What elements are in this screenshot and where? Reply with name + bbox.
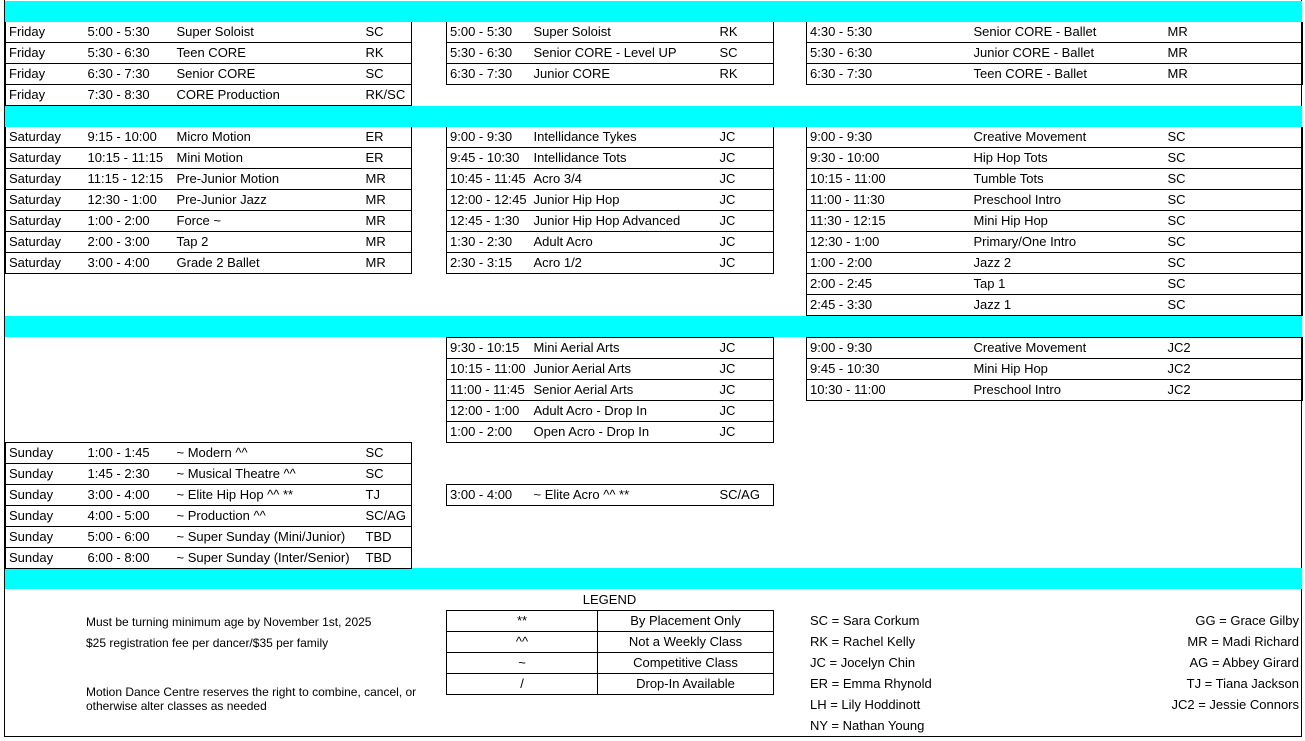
schedule-table-sunday-col3 <box>806 337 1303 401</box>
legend-row <box>447 674 774 695</box>
rights-note-line-2: otherwise alter classes as needed <box>86 699 267 713</box>
cell-cls: Adult Acro - Drop In <box>531 401 717 422</box>
cell-inst: JC <box>717 359 774 380</box>
cell-day: Friday <box>6 43 85 64</box>
cell-time: 1:00 - 2:00 <box>447 422 531 443</box>
cell-inst: MR <box>363 211 412 232</box>
cell-cls: Creative Movement <box>971 127 1165 148</box>
cell-inst: JC <box>717 190 774 211</box>
cell-cls: ~ Super Sunday (Inter/Senior) <box>174 548 363 569</box>
cell-cls: Pre-Junior Jazz <box>174 190 363 211</box>
cell-inst: RK/SC <box>363 85 412 106</box>
cell-cls: ~ Elite Hip Hop ^^ ** <box>174 485 363 506</box>
cell-cls: Tap 2 <box>174 232 363 253</box>
instructor-entry: ER = Emma Rhynold <box>810 676 932 691</box>
legend-symbol: / <box>447 674 598 695</box>
cell-time: 9:45 - 10:30 <box>447 148 531 169</box>
cell-day: Saturday <box>6 148 85 169</box>
cell-cls: Intellidance Tykes <box>531 127 717 148</box>
cell-inst: JC <box>717 380 774 401</box>
table-row <box>6 43 412 64</box>
cell-inst: JC <box>717 211 774 232</box>
cell-inst: MR <box>363 169 412 190</box>
legend-meaning: Competitive Class <box>598 653 774 674</box>
cell-cls: Senior CORE - Level UP <box>531 43 717 64</box>
cell-cls: Senior CORE - Ballet <box>971 22 1165 43</box>
table-row <box>807 380 1303 401</box>
table-row <box>6 127 412 148</box>
schedule-table-saturday-col3 <box>806 127 1303 316</box>
cell-time: 2:30 - 3:15 <box>447 253 531 274</box>
cell-time: 1:00 - 1:45 <box>85 443 174 464</box>
schedule-table-sunday-col1 <box>5 442 412 569</box>
legend-meaning: Drop-In Available <box>598 674 774 695</box>
cell-inst: SC <box>363 22 412 43</box>
instructor-entry: GG = Grace Gilby <box>1195 613 1299 628</box>
cell-inst: SC <box>1165 253 1303 274</box>
cell-time: 5:00 - 6:00 <box>85 527 174 548</box>
table-row <box>447 359 774 380</box>
cell-inst: RK <box>717 64 774 85</box>
table-row <box>807 359 1303 380</box>
cell-inst: SC <box>363 464 412 485</box>
table-row <box>447 232 774 253</box>
cell-inst: SC <box>363 64 412 85</box>
cell-inst: MR <box>1165 22 1303 43</box>
cell-cls: Junior Aerial Arts <box>531 359 717 380</box>
legend-row <box>447 653 774 674</box>
rights-note-line-1: Motion Dance Centre reserves the right to combine, cancel, or <box>86 685 417 699</box>
cell-cls: CORE Production <box>174 85 363 106</box>
cell-time: 12:00 - 12:45 <box>447 190 531 211</box>
cell-time: 9:15 - 10:00 <box>85 127 174 148</box>
instructor-entry: LH = Lily Hoddinott <box>810 697 921 712</box>
cell-inst: MR <box>1165 64 1303 85</box>
cell-inst: SC <box>1165 232 1303 253</box>
cell-time: 9:30 - 10:00 <box>807 148 971 169</box>
cell-cls: Acro 3/4 <box>531 169 717 190</box>
band-sunday <box>5 316 1302 337</box>
cell-time: 3:00 - 4:00 <box>85 485 174 506</box>
cell-inst: SC <box>1165 295 1303 316</box>
legend-row <box>447 632 774 653</box>
instructor-entry: JC2 = Jessie Connors <box>1171 697 1299 712</box>
cell-inst: TBD <box>363 527 412 548</box>
table-row <box>6 527 412 548</box>
cell-time: 1:00 - 2:00 <box>807 253 971 274</box>
cell-cls: Intellidance Tots <box>531 148 717 169</box>
cell-time: 5:00 - 5:30 <box>447 22 531 43</box>
cell-inst: RK <box>717 22 774 43</box>
table-row <box>6 22 412 43</box>
table-row <box>447 148 774 169</box>
table-row <box>6 64 412 85</box>
schedule-table-sunday-col2a <box>446 337 774 443</box>
cell-time: 11:00 - 11:30 <box>807 190 971 211</box>
cell-cls: Adult Acro <box>531 232 717 253</box>
cell-time: 5:30 - 6:30 <box>85 43 174 64</box>
instructor-entry: NY = Nathan Young <box>810 718 925 733</box>
cell-cls: Open Acro - Drop In <box>531 422 717 443</box>
table-row <box>807 253 1303 274</box>
table-row <box>807 169 1303 190</box>
legend-title: LEGEND <box>582 592 637 607</box>
cell-inst: JC <box>717 169 774 190</box>
cell-inst: SC <box>1165 190 1303 211</box>
table-row <box>447 190 774 211</box>
cell-cls: Super Soloist <box>531 22 717 43</box>
cell-cls: Super Soloist <box>174 22 363 43</box>
cell-day: Sunday <box>6 548 85 569</box>
cell-inst: SC <box>363 443 412 464</box>
cell-time: 1:45 - 2:30 <box>85 464 174 485</box>
cell-time: 7:30 - 8:30 <box>85 85 174 106</box>
table-row <box>6 485 412 506</box>
cell-time: 11:00 - 11:45 <box>447 380 531 401</box>
cell-cls: Force ~ <box>174 211 363 232</box>
cell-day: Saturday <box>6 190 85 211</box>
table-row <box>6 464 412 485</box>
cell-cls: ~ Musical Theatre ^^ <box>174 464 363 485</box>
cell-time: 10:15 - 11:00 <box>807 169 971 190</box>
table-row <box>447 422 774 443</box>
cell-cls: Junior Hip Hop <box>531 190 717 211</box>
cell-inst: JC <box>717 253 774 274</box>
band-saturday <box>5 106 1302 127</box>
cell-inst: ER <box>363 148 412 169</box>
band-friday <box>5 1 1302 22</box>
cell-inst: JC2 <box>1165 359 1303 380</box>
cell-inst: MR <box>1165 43 1303 64</box>
cell-inst: TBD <box>363 548 412 569</box>
cell-cls: Acro 1/2 <box>531 253 717 274</box>
legend-meaning: Not a Weekly Class <box>598 632 774 653</box>
table-row <box>807 22 1303 43</box>
cell-day: Saturday <box>6 253 85 274</box>
cell-inst: SC/AG <box>717 485 774 506</box>
cell-cls: Mini Aerial Arts <box>531 338 717 359</box>
cell-inst: SC <box>1165 211 1303 232</box>
table-row <box>447 169 774 190</box>
table-row <box>807 127 1303 148</box>
schedule-table-friday-col1 <box>5 22 412 106</box>
cell-day: Friday <box>6 64 85 85</box>
cell-time: 2:00 - 3:00 <box>85 232 174 253</box>
cell-cls: Junior CORE - Ballet <box>971 43 1165 64</box>
cell-cls: Grade 2 Ballet <box>174 253 363 274</box>
cell-time: 4:30 - 5:30 <box>807 22 971 43</box>
cell-time: 12:00 - 1:00 <box>447 401 531 422</box>
cell-cls: Mini Motion <box>174 148 363 169</box>
cell-day: Friday <box>6 85 85 106</box>
cell-inst: MR <box>363 190 412 211</box>
cell-cls: Junior Hip Hop Advanced <box>531 211 717 232</box>
table-row <box>6 190 412 211</box>
table-row <box>807 148 1303 169</box>
cell-time: 1:00 - 2:00 <box>85 211 174 232</box>
table-row <box>447 22 774 43</box>
cell-day: Sunday <box>6 443 85 464</box>
schedule-table-sunday-col2b <box>446 484 774 506</box>
cell-inst: SC <box>1165 274 1303 295</box>
cell-time: 12:45 - 1:30 <box>447 211 531 232</box>
table-row <box>6 443 412 464</box>
cell-time: 9:45 - 10:30 <box>807 359 971 380</box>
table-row <box>447 211 774 232</box>
table-row <box>6 211 412 232</box>
instructor-entry: RK = Rachel Kelly <box>810 634 916 649</box>
cell-cls: Senior Aerial Arts <box>531 380 717 401</box>
cell-cls: Pre-Junior Motion <box>174 169 363 190</box>
instructor-entry: JC = Jocelyn Chin <box>810 655 916 670</box>
cell-time: 6:00 - 8:00 <box>85 548 174 569</box>
table-row <box>807 43 1303 64</box>
cell-time: 12:30 - 1:00 <box>807 232 971 253</box>
band-footer <box>5 568 1302 589</box>
fee-note: $25 registration fee per dancer/$35 per family <box>86 636 329 650</box>
table-row <box>807 232 1303 253</box>
table-row <box>6 148 412 169</box>
cell-time: 2:00 - 2:45 <box>807 274 971 295</box>
cell-time: 9:00 - 9:30 <box>807 338 971 359</box>
cell-time: 2:45 - 3:30 <box>807 295 971 316</box>
cell-inst: SC <box>1165 148 1303 169</box>
instructor-entry: MR = Madi Richard <box>1187 634 1299 649</box>
cell-time: 3:00 - 4:00 <box>85 253 174 274</box>
table-row <box>447 253 774 274</box>
cell-time: 11:15 - 12:15 <box>85 169 174 190</box>
cell-inst: JC2 <box>1165 338 1303 359</box>
table-row <box>807 338 1303 359</box>
cell-cls: Senior CORE <box>174 64 363 85</box>
table-row <box>807 190 1303 211</box>
table-row <box>447 64 774 85</box>
instructor-entry: AG = Abbey Girard <box>1189 655 1299 670</box>
table-row <box>6 85 412 106</box>
cell-inst: JC2 <box>1165 380 1303 401</box>
cell-cls: Jazz 2 <box>971 253 1165 274</box>
cell-cls: Mini Hip Hop <box>971 211 1165 232</box>
cell-inst: SC <box>1165 127 1303 148</box>
table-row <box>447 43 774 64</box>
table-row <box>447 127 774 148</box>
instructor-entry: TJ = Tiana Jackson <box>1186 676 1299 691</box>
cell-cls: Tap 1 <box>971 274 1165 295</box>
table-row <box>6 169 412 190</box>
legend-row <box>447 611 774 632</box>
cell-time: 12:30 - 1:00 <box>85 190 174 211</box>
cell-day: Sunday <box>6 527 85 548</box>
table-row <box>447 485 774 506</box>
legend-symbol: ** <box>447 611 598 632</box>
cell-time: 6:30 - 7:30 <box>85 64 174 85</box>
cell-time: 9:00 - 9:30 <box>447 127 531 148</box>
cell-day: Sunday <box>6 485 85 506</box>
cell-time: 5:30 - 6:30 <box>447 43 531 64</box>
instructor-list-right <box>1171 610 1299 715</box>
schedule-table-friday-col2 <box>446 22 774 85</box>
schedule-table-saturday-col2 <box>446 127 774 274</box>
cell-time: 3:00 - 4:00 <box>447 485 531 506</box>
cell-day: Saturday <box>6 232 85 253</box>
cell-time: 10:45 - 11:45 <box>447 169 531 190</box>
cell-cls: ~ Super Sunday (Mini/Junior) <box>174 527 363 548</box>
cell-inst: JC <box>717 338 774 359</box>
schedule-table-saturday-col1 <box>5 127 412 274</box>
legend-symbol: ~ <box>447 653 598 674</box>
cell-inst: TJ <box>363 485 412 506</box>
instructor-entry: SC = Sara Corkum <box>810 613 920 628</box>
cell-cls: Creative Movement <box>971 338 1165 359</box>
cell-inst: SC/AG <box>363 506 412 527</box>
cell-cls: ~ Production ^^ <box>174 506 363 527</box>
cell-time: 9:30 - 10:15 <box>447 338 531 359</box>
cell-time: 4:00 - 5:00 <box>85 506 174 527</box>
cell-day: Saturday <box>6 127 85 148</box>
cell-time: 9:00 - 9:30 <box>807 127 971 148</box>
cell-time: 10:15 - 11:15 <box>85 148 174 169</box>
cell-cls: Tumble Tots <box>971 169 1165 190</box>
cell-day: Sunday <box>6 464 85 485</box>
table-row <box>447 380 774 401</box>
table-row <box>6 506 412 527</box>
cell-inst: MR <box>363 253 412 274</box>
cell-cls: Junior CORE <box>531 64 717 85</box>
table-row <box>6 232 412 253</box>
age-note: Must be turning minimum age by November 1st, 2025 <box>86 615 372 629</box>
cell-cls: Preschool Intro <box>971 380 1165 401</box>
table-row <box>447 338 774 359</box>
cell-cls: Teen CORE <box>174 43 363 64</box>
table-row <box>807 211 1303 232</box>
cell-inst: RK <box>363 43 412 64</box>
table-row <box>807 274 1303 295</box>
cell-time: 1:30 - 2:30 <box>447 232 531 253</box>
cell-inst: JC <box>717 232 774 253</box>
cell-cls: Jazz 1 <box>971 295 1165 316</box>
legend-table <box>446 610 774 695</box>
cell-time: 5:30 - 6:30 <box>807 43 971 64</box>
table-row <box>6 253 412 274</box>
cell-cls: Micro Motion <box>174 127 363 148</box>
table-row <box>807 295 1303 316</box>
cell-inst: JC <box>717 401 774 422</box>
cell-cls: Mini Hip Hop <box>971 359 1165 380</box>
cell-day: Sunday <box>6 506 85 527</box>
cell-day: Saturday <box>6 211 85 232</box>
legend-meaning: By Placement Only <box>598 611 774 632</box>
cell-time: 6:30 - 7:30 <box>447 64 531 85</box>
legend-symbol: ^^ <box>447 632 598 653</box>
instructor-list-left <box>810 610 932 736</box>
rights-note <box>86 685 416 713</box>
cell-cls: Teen CORE - Ballet <box>971 64 1165 85</box>
cell-time: 6:30 - 7:30 <box>807 64 971 85</box>
cell-time: 11:30 - 12:15 <box>807 211 971 232</box>
cell-cls: ~ Modern ^^ <box>174 443 363 464</box>
table-row <box>6 548 412 569</box>
cell-inst: ER <box>363 127 412 148</box>
cell-inst: MR <box>363 232 412 253</box>
cell-inst: JC <box>717 127 774 148</box>
cell-day: Saturday <box>6 169 85 190</box>
cell-inst: SC <box>717 43 774 64</box>
cell-day: Friday <box>6 22 85 43</box>
cell-time: 10:15 - 11:00 <box>447 359 531 380</box>
cell-inst: JC <box>717 148 774 169</box>
table-row <box>807 64 1303 85</box>
cell-inst: JC <box>717 422 774 443</box>
cell-cls: ~ Elite Acro ^^ ** <box>531 485 717 506</box>
cell-time: 5:00 - 5:30 <box>85 22 174 43</box>
cell-cls: Hip Hop Tots <box>971 148 1165 169</box>
cell-cls: Preschool Intro <box>971 190 1165 211</box>
cell-inst: SC <box>1165 169 1303 190</box>
table-row <box>447 401 774 422</box>
schedule-table-friday-col3 <box>806 22 1303 85</box>
cell-cls: Primary/One Intro <box>971 232 1165 253</box>
cell-time: 10:30 - 11:00 <box>807 380 971 401</box>
